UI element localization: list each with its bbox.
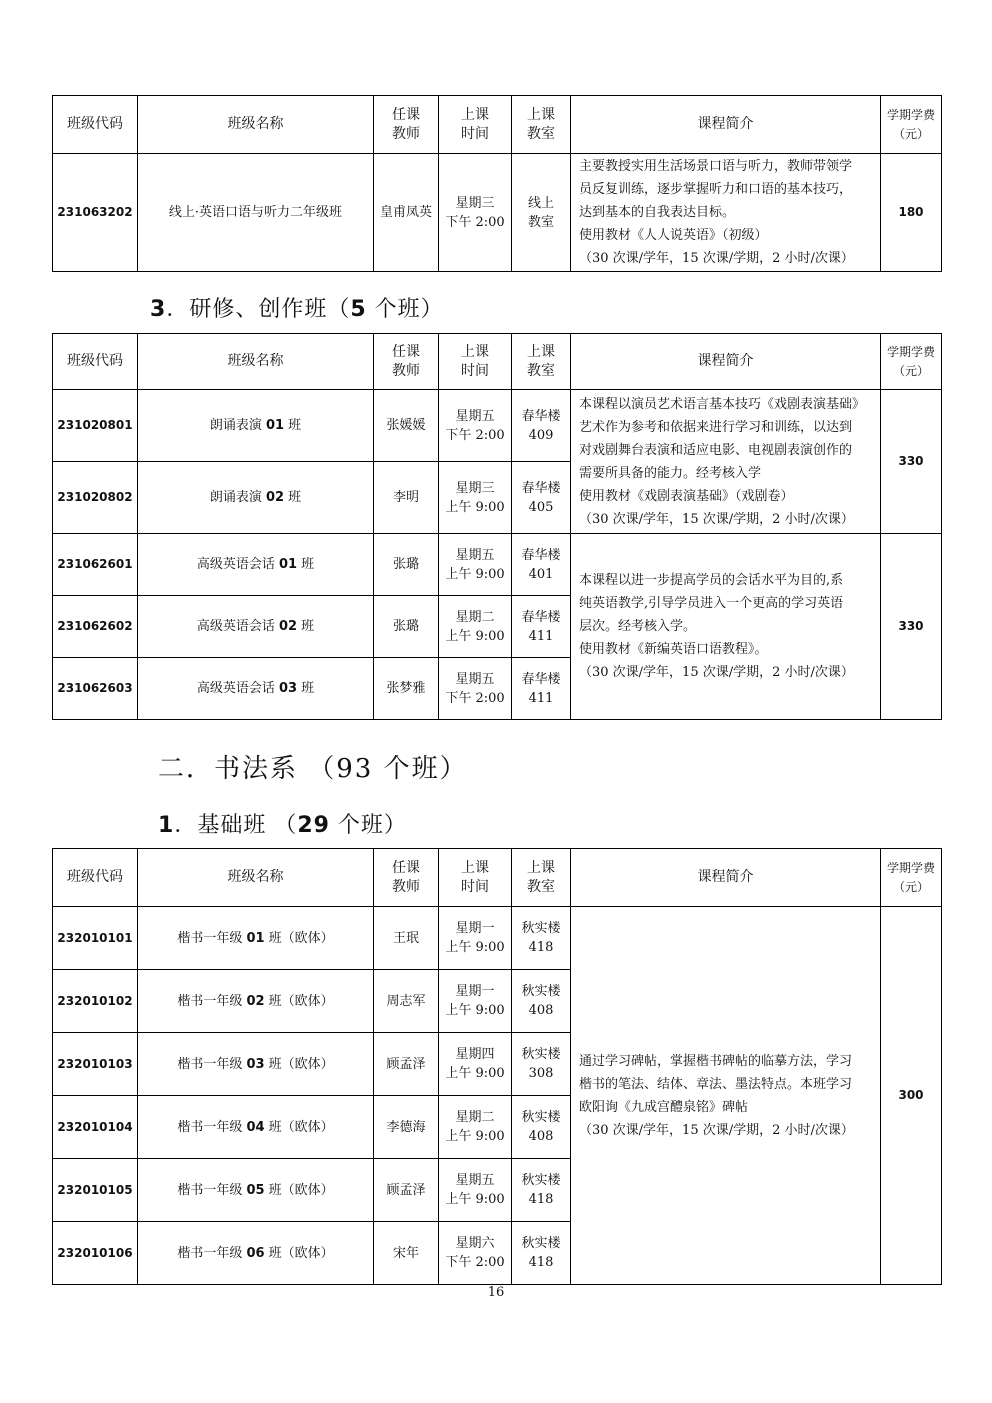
header-room: 上课 教室 (512, 334, 571, 390)
classroom: 春华楼 405 (512, 462, 571, 534)
tuition-fee: 330 (881, 390, 942, 534)
header-name: 班级名称 (138, 96, 374, 154)
class-code: 232010101 (53, 907, 138, 970)
header-room: 上课 教室 (512, 849, 571, 907)
table-header-row (53, 96, 942, 154)
class-code: 231062602 (53, 596, 138, 658)
teacher-name: 张璐 (374, 534, 439, 596)
tuition-fee: 300 (881, 907, 942, 1285)
class-code: 231020802 (53, 462, 138, 534)
course-description: 主要教授实用生活场景口语与听力，教师带领学 员反复训练，逐步掌握听力和口语的基本技巧， 达到基本的自我表达目标。 使用教材《人人说英语》（初级） （30 次课/学年，15 次课/学期，2 小时/次课） (571, 154, 881, 272)
class-time: 星期二 上午 9:00 (439, 1096, 512, 1159)
header-desc: 课程简介 (571, 849, 881, 907)
class-code: 232010103 (53, 1033, 138, 1096)
course-description: 本课程以进一步提高学员的会话水平为目的,系 纯英语教学,引导学员进入一个更高的学习英语 层次。经考核入学。 使用教材《新编英语口语教程》。 （30 次课/学年，15 次课/学期，2 小时/次课） (571, 534, 881, 720)
classroom: 秋实楼 408 (512, 1096, 571, 1159)
teacher-name: 宋年 (374, 1222, 439, 1285)
teacher-name: 顾孟泽 (374, 1033, 439, 1096)
class-name: 线上·英语口语与听力二年级班 (138, 154, 374, 272)
header-room: 上课 教室 (512, 96, 571, 154)
class-name: 高级英语会话 03 班 (138, 658, 374, 720)
header-time: 上课 时间 (439, 96, 512, 154)
teacher-name: 李明 (374, 462, 439, 534)
teacher-name: 张媛媛 (374, 390, 439, 462)
header-desc: 课程简介 (571, 334, 881, 390)
header-desc: 课程简介 (571, 96, 881, 154)
class-code: 231020801 (53, 390, 138, 462)
table-row (53, 907, 942, 970)
header-fee: 学期学费 （元） (881, 849, 942, 907)
header-fee: 学期学费 （元） (881, 334, 942, 390)
class-code: 231062601 (53, 534, 138, 596)
tuition-fee: 330 (881, 534, 942, 720)
table-header-row (53, 334, 942, 390)
section-heading-calligraphy: 二．书法系 （93 个班） (158, 754, 468, 784)
class-name: 楷书一年级 06 班（欧体） (138, 1222, 374, 1285)
heading-research-classes: 3．研修、创作班（5 个班） (150, 297, 444, 322)
class-time: 星期二 上午 9:00 (439, 596, 512, 658)
class-time: 星期一 上午 9:00 (439, 907, 512, 970)
table-row (53, 534, 942, 596)
teacher-name: 王珉 (374, 907, 439, 970)
tuition-fee: 180 (881, 154, 942, 272)
table-row (53, 390, 942, 462)
table-research-classes (52, 333, 942, 720)
classroom: 春华楼 411 (512, 596, 571, 658)
class-time: 星期三 下午 2:00 (439, 154, 512, 272)
teacher-name: 李德海 (374, 1096, 439, 1159)
teacher-name: 张璐 (374, 596, 439, 658)
header-time: 上课 时间 (439, 334, 512, 390)
header-code: 班级代码 (53, 334, 138, 390)
class-name: 高级英语会话 02 班 (138, 596, 374, 658)
header-teacher: 任课 教师 (374, 334, 439, 390)
class-time: 星期五 下午 2:00 (439, 658, 512, 720)
header-code: 班级代码 (53, 96, 138, 154)
class-code: 232010102 (53, 970, 138, 1033)
header-name: 班级名称 (138, 334, 374, 390)
class-name: 朗诵表演 01 班 (138, 390, 374, 462)
header-name: 班级名称 (138, 849, 374, 907)
class-code: 232010104 (53, 1096, 138, 1159)
class-time: 星期一 上午 9:00 (439, 970, 512, 1033)
teacher-name: 周志军 (374, 970, 439, 1033)
class-code: 231062603 (53, 658, 138, 720)
classroom: 秋实楼 308 (512, 1033, 571, 1096)
classroom: 春华楼 409 (512, 390, 571, 462)
table-online-english (52, 95, 942, 272)
header-code: 班级代码 (53, 849, 138, 907)
table-calligraphy-basic (52, 848, 942, 1285)
class-time: 星期五 下午 2:00 (439, 390, 512, 462)
header-fee: 学期学费 （元） (881, 96, 942, 154)
class-name: 楷书一年级 02 班（欧体） (138, 970, 374, 1033)
class-name: 朗诵表演 02 班 (138, 462, 374, 534)
course-description: 本课程以演员艺术语言基本技巧《戏剧表演基础》 艺术作为参考和依据来进行学习和训练，以达到 对戏剧舞台表演和适应电影、电视剧表演创作的 需要所具备的能力。经考核入学 使用教材《戏剧表演基础》（戏剧卷） （30 次课/学年，15 次课/学期，2 小时/次课） (571, 390, 881, 534)
header-teacher: 任课 教师 (374, 849, 439, 907)
classroom: 春华楼 401 (512, 534, 571, 596)
class-name: 楷书一年级 04 班（欧体） (138, 1096, 374, 1159)
class-time: 星期五 上午 9:00 (439, 534, 512, 596)
class-time: 星期三 上午 9:00 (439, 462, 512, 534)
classroom: 线上 教室 (512, 154, 571, 272)
class-name: 楷书一年级 03 班（欧体） (138, 1033, 374, 1096)
classroom: 秋实楼 418 (512, 907, 571, 970)
teacher-name: 顾孟泽 (374, 1159, 439, 1222)
class-time: 星期五 上午 9:00 (439, 1159, 512, 1222)
class-time: 星期四 上午 9:00 (439, 1033, 512, 1096)
classroom: 春华楼 411 (512, 658, 571, 720)
classroom: 秋实楼 408 (512, 970, 571, 1033)
header-time: 上课 时间 (439, 849, 512, 907)
class-name: 楷书一年级 01 班（欧体） (138, 907, 374, 970)
header-teacher: 任课 教师 (374, 96, 439, 154)
teacher-name: 张梦雅 (374, 658, 439, 720)
table-header-row (53, 849, 942, 907)
page-number: 16 (487, 1285, 505, 1300)
course-description: 通过学习碑帖，掌握楷书碑帖的临摹方法，学习 楷书的笔法、结体、章法、墨法特点。本班学习 欧阳询《九成宫醴泉铭》碑帖 （30 次课/学年，15 次课/学期，2 小时/次课） (571, 907, 881, 1285)
heading-basic-classes: 1．基础班 （29 个班） (158, 813, 407, 838)
class-code: 231063202 (53, 154, 138, 272)
classroom: 秋实楼 418 (512, 1159, 571, 1222)
table-row (53, 154, 942, 272)
class-time: 星期六 下午 2:00 (439, 1222, 512, 1285)
class-name: 高级英语会话 01 班 (138, 534, 374, 596)
class-code: 232010105 (53, 1159, 138, 1222)
class-code: 232010106 (53, 1222, 138, 1285)
teacher-name: 皇甫凤英 (374, 154, 439, 272)
classroom: 秋实楼 418 (512, 1222, 571, 1285)
class-name: 楷书一年级 05 班（欧体） (138, 1159, 374, 1222)
